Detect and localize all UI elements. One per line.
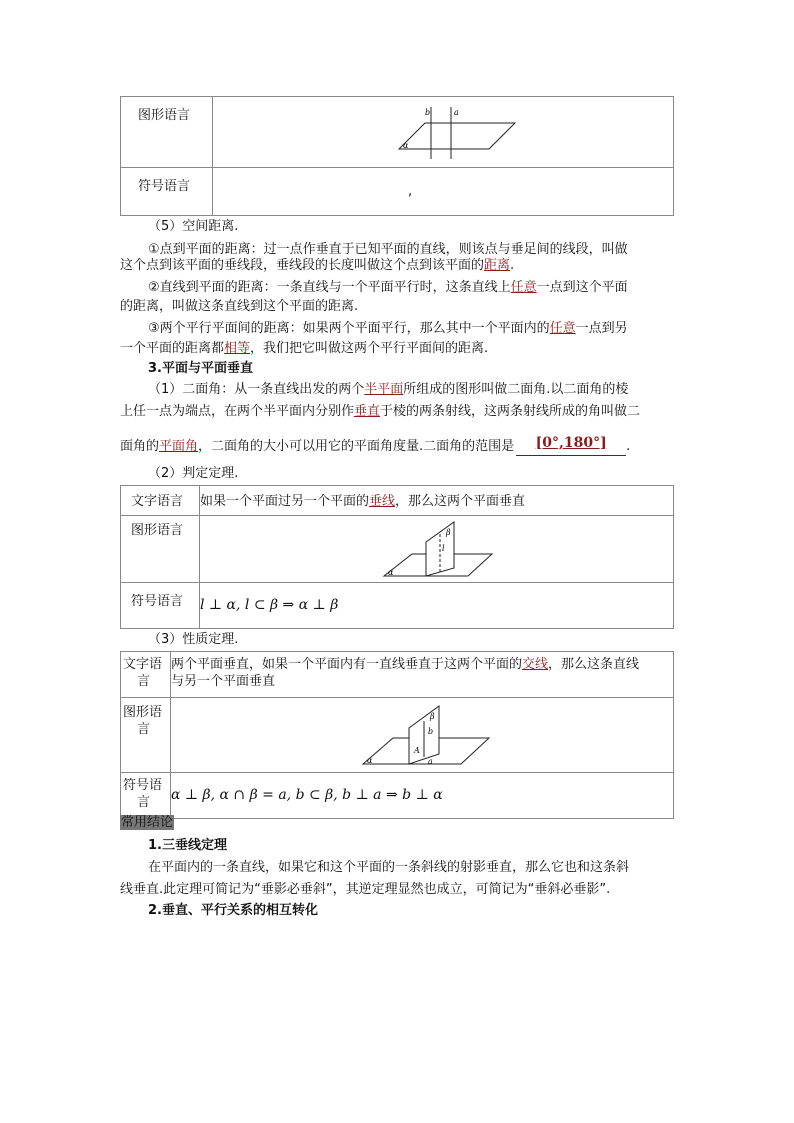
s5-p3-line2: 一个平面的距离都相等，我们把它叫做这两个平行平面间的距离. [120, 341, 489, 356]
table-parallel-lines [120, 96, 674, 216]
label-alpha: α [367, 756, 373, 765]
s5-p1-line1: ①点到平面的距离：过一点作垂直于已知平面的直线，则该点与垂足间的线段，叫做 [148, 242, 628, 257]
s5-p2-line2: 的距离，叫做这条直线到这个平面的距离. [120, 299, 359, 314]
conclusion-h1: 1.三垂线定理 [148, 838, 227, 853]
criterion-symbol: l ⊥ α, l ⊂ β ⇒ α ⊥ β [200, 597, 339, 613]
table-criterion [120, 485, 674, 629]
dihedral-range: [0°,180°] [535, 435, 607, 451]
conclusion-t1-line2: 线垂直.此定理可简记为“垂影必垂斜”，其逆定理显然也成立，可简记为“垂斜必垂影”. [120, 882, 611, 897]
figure-two-perpendicular-lines [213, 97, 673, 163]
criterion-text: 如果一个平面过另一个平面的垂线，那么这两个平面垂直 [200, 494, 526, 509]
label-b: b [428, 727, 434, 736]
label-b: b [425, 108, 431, 117]
s5-heading: （5）空间距离. [148, 219, 239, 234]
s3-p3-heading: （3）性质定理. [148, 632, 239, 647]
figure-perpendicular-planes [200, 516, 670, 578]
label-beta: β [430, 712, 435, 721]
figure-plane-property [171, 698, 671, 768]
table-property [120, 651, 674, 819]
conclusion-h2: 2.垂直、平行关系的相互转化 [148, 903, 318, 918]
row-label-symbol: 符号语 言 [123, 778, 163, 810]
s3-p2-heading: （2）判定定理. [148, 466, 239, 481]
property-symbol: α ⊥ β, α ∩ β = a, b ⊂ β, b ⊥ a ⇒ b ⊥ α [171, 787, 443, 803]
label-beta: β [446, 528, 451, 537]
property-text: 两个平面垂直，如果一个平面内有一直线垂直于这两个平面的交线，那么这条直线 与另一个平面垂直 [171, 657, 640, 689]
row-label-figure: 图形语言 [138, 108, 191, 123]
row-label-symbol: 符号语言 [131, 594, 184, 609]
s3-heading: 3.平面与平面垂直 [148, 361, 253, 376]
conclusion-t1-line1: 在平面内的一条直线，如果它和这个平面的一条斜线的射影垂直，那么它也和这条斜 [148, 860, 630, 875]
row-label-text: 文字语言 [131, 494, 184, 509]
row-label-figure: 图形语 言 [123, 705, 163, 737]
conclusion-label: 常用结论 [121, 815, 174, 830]
s3-p1-line1: （1）二面角：从一条直线出发的两个半平面所组成的图形叫做二面角.以二面角的棱 [148, 382, 629, 397]
s3-p1-line2: 上任一点为端点，在两个半平面内分别作垂直于棱的两条射线，这两条射线所成的角叫做二 [120, 404, 641, 419]
row-label-symbol: 符号语言 [138, 179, 191, 194]
s3-p1-line3: 面角的平面角，二面角的大小可以用它的平面角度量.二面角的范围是 [0°,180°] . [120, 435, 630, 459]
row-label-text: 文字语 言 [123, 657, 163, 689]
label-alpha: α [388, 568, 394, 577]
row-label-figure: 图形语言 [131, 523, 184, 538]
s5-p2-line1: ②直线到平面的距离：一条直线与一个平面平行时，这条直线上任意一点到这个平面 [148, 280, 628, 295]
s5-p1-line2: 这个点到该平面的垂线段，垂线段的长度叫做这个点到该平面的距离. [120, 258, 515, 273]
label-alpha: α [403, 141, 409, 150]
s5-p3-line1: ③两个平行平面间的距离：如果两个平面平行，那么其中一个平面内的任意一点到另 [148, 321, 628, 336]
label-a: a [454, 108, 459, 117]
symbol-value: , [408, 184, 413, 199]
label-A: A [414, 746, 420, 755]
label-a: a [428, 757, 433, 766]
label-l: l [442, 544, 445, 553]
